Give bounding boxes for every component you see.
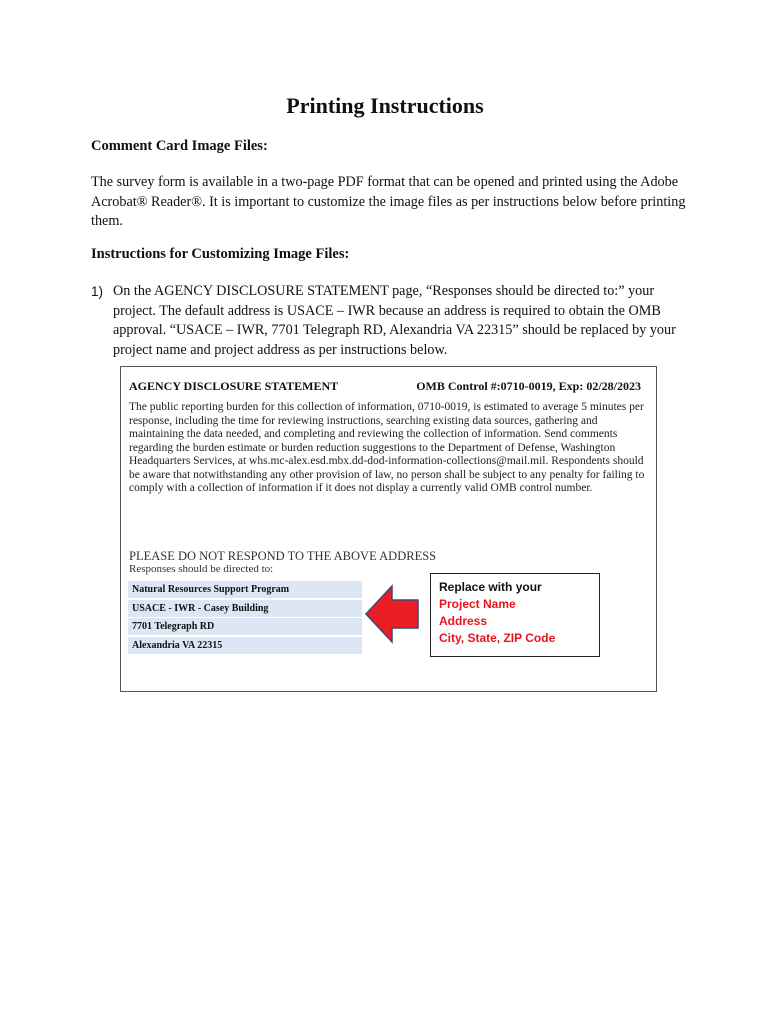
address-line: 7701 Telegraph RD: [128, 618, 362, 635]
replace-city-state-zip: City, State, ZIP Code: [439, 631, 556, 645]
address-line: USACE - IWR - Casey Building: [128, 600, 362, 617]
replace-project-name: Project Name: [439, 597, 516, 611]
address-line: Natural Resources Support Program: [128, 581, 362, 598]
customize-heading: Instructions for Customizing Image Files:: [91, 246, 350, 262]
left-arrow-icon: [364, 584, 420, 644]
do-not-respond-warning: PLEASE DO NOT RESPOND TO THE ABOVE ADDRESS: [129, 549, 437, 563]
disclosure-body: The public reporting burden for this collection of information, 0710-0019, is estimated to average 5 minutes per response, including the time for reviewing instructions, searching existing data sources, gathering and maintaining the data needed, and completing and reviewing the collection of information. Send comments regarding the burden estimate or burden reduction suggestions to the Department of Defense, Washington Headquarters Services, at whs.mc-alex.esd.mbx.dd-dod-information-collections@mail.mil. Respondents should be aware that notwithstanding any other provision of law, no person shall be subject to any penalty for failing to comply with a collection of information if it does not display a currently valid OMB control number.: [129, 401, 645, 494]
responses-directed-label: Responses should be directed to:: [129, 563, 274, 575]
replace-callout: [430, 573, 600, 657]
page-title: Printing Instructions: [286, 93, 484, 118]
step-text: On the AGENCY DISCLOSURE STATEMENT page, “Responses should be directed to:” your project. The default address is USACE – IWR because an address is required to obtain the OMB approval. “USACE – IWR, 7701 Telegraph RD, Alexandria VA 22315” should be replaced by your project name and project address as per instructions below.: [113, 283, 676, 358]
replace-address: Address: [439, 614, 488, 628]
step-number: 1): [91, 284, 104, 299]
comment-card-heading: Comment Card Image Files:: [91, 138, 268, 154]
address-block: [128, 581, 362, 655]
disclosure-statement-image: [120, 366, 657, 692]
intro-paragraph: The survey form is available in a two-page PDF format that can be opened and printed using the Adobe Acrobat® Reader®. It is important to customize the image files as per instructions below before printing them.: [91, 174, 686, 229]
omb-control-number: OMB Control #:0710-0019, Exp: 02/28/2023: [416, 379, 641, 393]
replace-heading: Replace with your: [439, 580, 542, 594]
disclosure-title: AGENCY DISCLOSURE STATEMENT: [129, 379, 339, 393]
address-line: Alexandria VA 22315: [128, 637, 362, 654]
